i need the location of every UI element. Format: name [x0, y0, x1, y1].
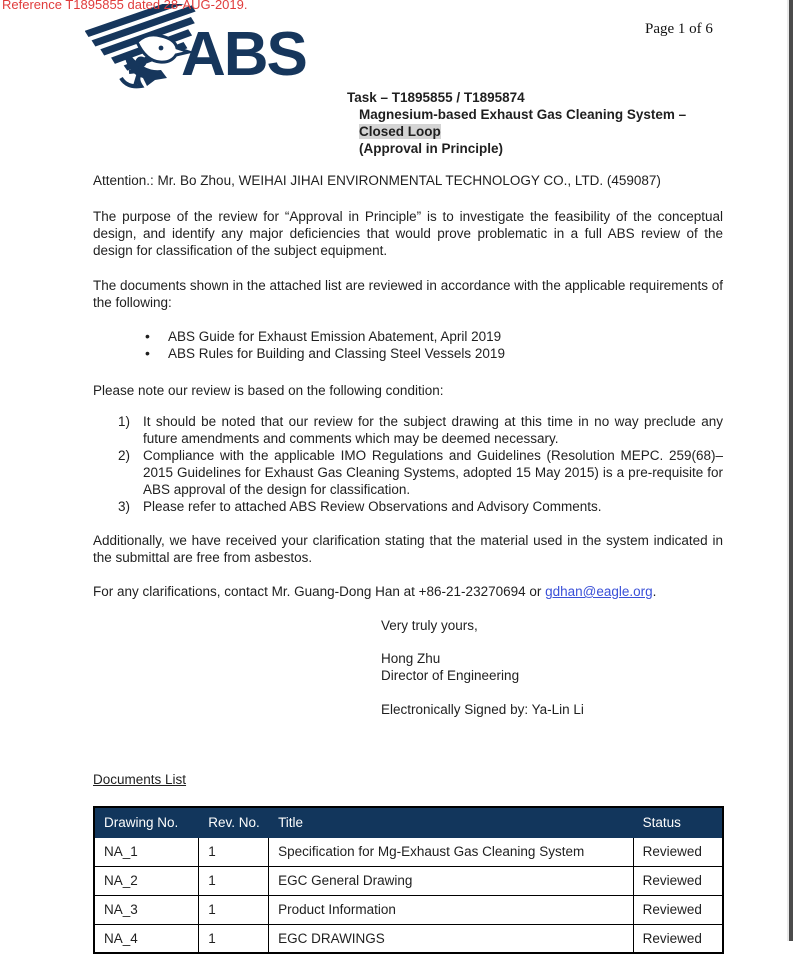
table-row	[94, 895, 723, 924]
cell-drawing-no: NA_3	[94, 895, 199, 924]
page-edge	[789, 0, 793, 941]
condition-number: 3)	[118, 499, 131, 514]
task-header	[347, 89, 737, 157]
column-header-drawing-no: Drawing No.	[94, 807, 199, 837]
cell-title: EGC General Drawing	[269, 866, 634, 895]
clarification-prefix: For any clarifications, contact Mr. Guang-Dong Han at +86-21-23270694 or	[93, 584, 546, 599]
condition-text: It should be noted that our review for the subject drawing at this time in no way preclude any future amendments and comments which may be deemed necessary.	[143, 414, 723, 446]
signer-block	[381, 650, 519, 684]
abs-logo	[85, 4, 315, 90]
closed-loop-highlight: Closed Loop	[359, 124, 441, 139]
signer-title: Director of Engineering	[381, 668, 520, 683]
clarification-line	[93, 583, 723, 600]
column-header-title: Title	[269, 807, 634, 837]
task-closed-loop-line	[359, 123, 737, 140]
page-indicator: Page 1 of 6	[645, 21, 713, 37]
cell-status: Reviewed	[633, 837, 723, 866]
conditions-list	[93, 413, 723, 515]
documents-list-heading: Documents List	[93, 772, 187, 787]
cell-rev-no: 1	[199, 837, 269, 866]
purpose-paragraph: The purpose of the review for “Approval in Principle” is to investigate the feasibility of the conceptual design, and identify any major deficiencies that would prove problematic in a full ABS review of the design for classification of the subject equipment.	[93, 209, 723, 258]
cell-title: Product Information	[269, 895, 634, 924]
cell-status: Reviewed	[633, 895, 723, 924]
documents-paragraph: The documents shown in the attached list are reviewed in accordance with the applicable requirements of the following:	[93, 278, 723, 310]
abs-eagle-icon	[85, 4, 315, 90]
email-link[interactable]: gdhan@eagle.org	[545, 584, 653, 599]
table-row	[94, 837, 723, 866]
task-number-line: Task – T1895855 / T1895874	[347, 90, 525, 105]
cell-drawing-no: NA_1	[94, 837, 199, 866]
clarification-suffix: .	[652, 584, 657, 599]
cell-rev-no: 1	[199, 924, 269, 953]
condition-item	[93, 498, 723, 515]
abs-logo-text: ABS	[181, 20, 306, 89]
reference-bullet-list	[93, 328, 723, 362]
esign-line: Electronically Signed by: Ya-Lin Li	[381, 702, 584, 717]
cell-title: Specification for Mg-Exhaust Gas Cleaning System	[269, 837, 634, 866]
condition-text: Compliance with the applicable IMO Regulations and Guidelines (Resolution MEPC. 259(68)– 2015 Guidelines for Exhaust Gas Cleaning Systems, adopted 15 May 2015) is a pre-requisite for ABS approval of the design for classification.	[143, 448, 723, 497]
cell-title: EGC DRAWINGS	[269, 924, 634, 953]
condition-number: 2)	[118, 448, 131, 463]
table-row	[94, 866, 723, 895]
cell-status: Reviewed	[633, 924, 723, 953]
reference-note: Reference T1895855 dated 28-AUG-2019.	[2, 0, 248, 12]
cell-rev-no: 1	[199, 866, 269, 895]
asbestos-paragraph: Additionally, we have received your clarification stating that the material used in the system indicated in the submittal are free from asbestos.	[93, 533, 723, 565]
bullet-item: • ABS Rules for Building and Classing Steel Vessels 2019	[93, 345, 723, 362]
cell-rev-no: 1	[199, 895, 269, 924]
condition-number: 1)	[118, 414, 131, 429]
bullet-item: • ABS Guide for Exhaust Emission Abatement, April 2019	[93, 328, 723, 345]
task-system-line: Magnesium-based Exhaust Gas Cleaning System –	[359, 107, 687, 122]
cell-status: Reviewed	[633, 866, 723, 895]
table-row	[94, 924, 723, 953]
condition-intro: Please note our review is based on the following condition:	[93, 383, 444, 398]
cell-drawing-no: NA_2	[94, 866, 199, 895]
table-header-row	[94, 807, 723, 837]
cell-drawing-no: NA_4	[94, 924, 199, 953]
signer-name: Hong Zhu	[381, 651, 441, 666]
documents-table	[93, 806, 724, 954]
column-header-status: Status	[633, 807, 723, 837]
column-header-rev-no: Rev. No.	[199, 807, 269, 837]
task-approval-line: (Approval in Principle)	[359, 141, 504, 156]
condition-item	[93, 447, 723, 498]
condition-text: Please refer to attached ABS Review Observations and Advisory Comments.	[143, 499, 602, 514]
closing-line: Very truly yours,	[381, 618, 478, 633]
condition-item	[93, 413, 723, 447]
attention-line: Attention.: Mr. Bo Zhou, WEIHAI JIHAI ENVIRONMENTAL TECHNOLOGY CO., LTD. (459087)	[93, 173, 661, 188]
